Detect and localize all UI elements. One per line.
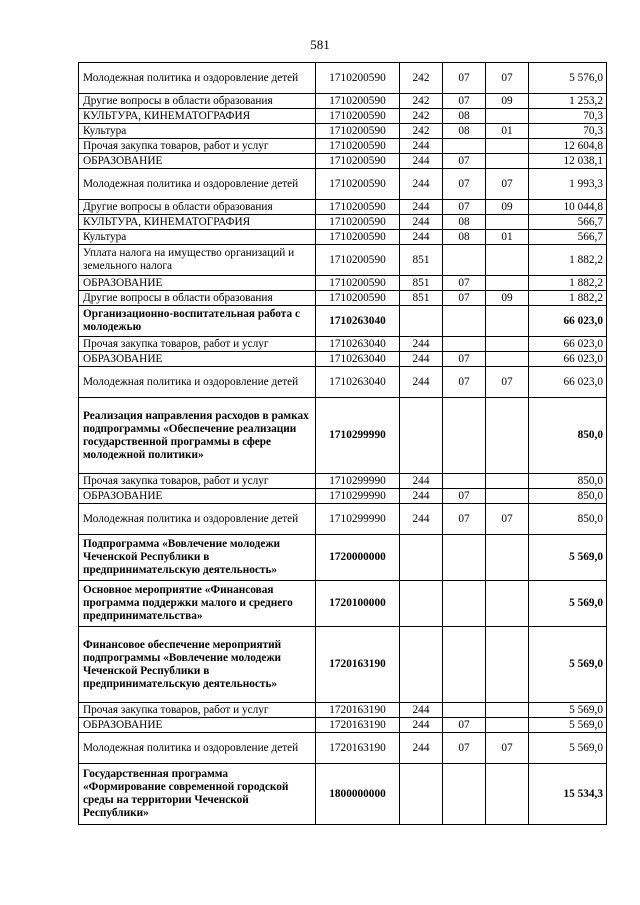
amount-cell: 5 569,0 <box>529 581 607 627</box>
amount-cell: 1 882,2 <box>529 245 607 276</box>
table-row <box>79 489 607 504</box>
amount-cell: 12 038,1 <box>529 154 607 169</box>
section-cell: 07 <box>443 63 486 94</box>
table-row <box>79 245 607 276</box>
expense-name-cell: КУЛЬТУРА, КИНЕМАТОГРАФИЯ <box>79 109 316 124</box>
table-row <box>79 764 607 825</box>
expense-type-cell: 244 <box>400 352 443 367</box>
table-row <box>79 215 607 230</box>
section-cell: 08 <box>443 109 486 124</box>
table-row <box>79 474 607 489</box>
section-cell: 08 <box>443 215 486 230</box>
target-code-cell: 1710263040 <box>316 306 400 337</box>
table-row <box>79 124 607 139</box>
expense-name-cell: Культура <box>79 124 316 139</box>
amount-cell: 5 569,0 <box>529 718 607 733</box>
subsection-cell <box>486 306 529 337</box>
expense-name-cell: Прочая закупка товаров, работ и услуг <box>79 703 316 718</box>
expense-type-cell <box>400 398 443 474</box>
subsection-cell <box>486 276 529 291</box>
subsection-cell <box>486 337 529 352</box>
section-cell <box>443 535 486 581</box>
section-cell <box>443 139 486 154</box>
section-cell <box>443 245 486 276</box>
target-code-cell: 1710200590 <box>316 94 400 109</box>
page-number: 581 <box>310 37 330 52</box>
target-code-cell: 1720163190 <box>316 733 400 764</box>
amount-cell: 66 023,0 <box>529 337 607 352</box>
subsection-cell: 01 <box>486 124 529 139</box>
section-cell: 07 <box>443 489 486 504</box>
section-cell <box>443 306 486 337</box>
subsection-cell <box>486 215 529 230</box>
target-code-cell: 1710200590 <box>316 139 400 154</box>
expense-name-cell: ОБРАЗОВАНИЕ <box>79 352 316 367</box>
expense-type-cell <box>400 627 443 703</box>
target-code-cell: 1720163190 <box>316 703 400 718</box>
section-cell <box>443 581 486 627</box>
expense-type-cell: 851 <box>400 276 443 291</box>
target-code-cell: 1710200590 <box>316 63 400 94</box>
amount-cell: 1 993,3 <box>529 169 607 200</box>
section-cell: 07 <box>443 154 486 169</box>
table-row <box>79 733 607 764</box>
table-row <box>79 398 607 474</box>
table-row <box>79 63 607 94</box>
expense-type-cell: 244 <box>400 367 443 398</box>
amount-cell: 15 534,3 <box>529 764 607 825</box>
table-row <box>79 276 607 291</box>
target-code-cell: 1710200590 <box>316 276 400 291</box>
target-code-cell: 1710200590 <box>316 109 400 124</box>
section-cell: 07 <box>443 352 486 367</box>
table-row <box>79 291 607 306</box>
table-row <box>79 109 607 124</box>
table-row <box>79 504 607 535</box>
section-cell: 08 <box>443 230 486 245</box>
expense-type-cell: 242 <box>400 63 443 94</box>
subsection-cell: 09 <box>486 94 529 109</box>
section-cell <box>443 627 486 703</box>
section-cell: 07 <box>443 200 486 215</box>
expense-name-cell: Прочая закупка товаров, работ и услуг <box>79 139 316 154</box>
section-cell <box>443 398 486 474</box>
table-row <box>79 230 607 245</box>
expense-type-cell: 244 <box>400 215 443 230</box>
expense-type-cell: 244 <box>400 703 443 718</box>
expense-name-cell: ОБРАЗОВАНИЕ <box>79 276 316 291</box>
subsection-cell <box>486 352 529 367</box>
expense-name-cell: Культура <box>79 230 316 245</box>
expense-type-cell <box>400 764 443 825</box>
table-row <box>79 139 607 154</box>
subsection-cell <box>486 154 529 169</box>
expense-type-cell: 244 <box>400 154 443 169</box>
amount-cell: 70,3 <box>529 124 607 139</box>
expense-name-cell: Государственная программа «Формирование современной городской среды на территории Чеченской Республики» <box>79 764 316 825</box>
expense-type-cell: 244 <box>400 474 443 489</box>
amount-cell: 1 882,2 <box>529 276 607 291</box>
expense-name-cell: Финансовое обеспечение мероприятий подпрограммы «Вовлечение молодежи Чеченской Республики в предпринимательскую деятельность» <box>79 627 316 703</box>
expense-type-cell: 242 <box>400 94 443 109</box>
subsection-cell <box>486 718 529 733</box>
target-code-cell: 1710200590 <box>316 124 400 139</box>
subsection-cell: 07 <box>486 63 529 94</box>
target-code-cell: 1710200590 <box>316 154 400 169</box>
expense-name-cell: Другие вопросы в области образования <box>79 291 316 306</box>
target-code-cell: 1720163190 <box>316 627 400 703</box>
section-cell: 07 <box>443 718 486 733</box>
subsection-cell <box>486 245 529 276</box>
subsection-cell <box>486 474 529 489</box>
expense-type-cell <box>400 306 443 337</box>
expense-name-cell: Уплата налога на имущество организаций и земельного налога <box>79 245 316 276</box>
target-code-cell: 1710299990 <box>316 474 400 489</box>
amount-cell: 66 023,0 <box>529 367 607 398</box>
subsection-cell: 01 <box>486 230 529 245</box>
expense-name-cell: Другие вопросы в области образования <box>79 94 316 109</box>
expense-type-cell: 244 <box>400 489 443 504</box>
expense-name-cell: ОБРАЗОВАНИЕ <box>79 489 316 504</box>
expense-name-cell: Основное мероприятие «Финансовая программа поддержки малого и среднего предпринимательства» <box>79 581 316 627</box>
table-row <box>79 718 607 733</box>
amount-cell: 566,7 <box>529 215 607 230</box>
amount-cell: 5 569,0 <box>529 703 607 718</box>
amount-cell: 10 044,8 <box>529 200 607 215</box>
expense-name-cell: Другие вопросы в области образования <box>79 200 316 215</box>
expense-type-cell: 242 <box>400 124 443 139</box>
expense-type-cell: 244 <box>400 733 443 764</box>
subsection-cell: 07 <box>486 733 529 764</box>
section-cell: 07 <box>443 367 486 398</box>
section-cell <box>443 703 486 718</box>
amount-cell: 5 569,0 <box>529 535 607 581</box>
table-row <box>79 352 607 367</box>
amount-cell: 1 882,2 <box>529 291 607 306</box>
expense-name-cell: КУЛЬТУРА, КИНЕМАТОГРАФИЯ <box>79 215 316 230</box>
amount-cell: 850,0 <box>529 489 607 504</box>
target-code-cell: 1710200590 <box>316 169 400 200</box>
expense-name-cell: Молодежная политика и оздоровление детей <box>79 63 316 94</box>
amount-cell: 5 569,0 <box>529 733 607 764</box>
expense-name-cell: Подпрограмма «Вовлечение молодежи Чеченской Республики в предпринимательскую деятельность» <box>79 535 316 581</box>
table-row <box>79 306 607 337</box>
table-row <box>79 154 607 169</box>
table-row <box>79 337 607 352</box>
expense-type-cell: 244 <box>400 504 443 535</box>
subsection-cell: 09 <box>486 200 529 215</box>
expense-name-cell: Молодежная политика и оздоровление детей <box>79 367 316 398</box>
subsection-cell: 07 <box>486 367 529 398</box>
target-code-cell: 1710263040 <box>316 352 400 367</box>
budget-table-body <box>79 63 607 825</box>
subsection-cell <box>486 764 529 825</box>
expense-type-cell: 244 <box>400 230 443 245</box>
amount-cell: 850,0 <box>529 474 607 489</box>
target-code-cell: 1710263040 <box>316 337 400 352</box>
target-code-cell: 1710200590 <box>316 200 400 215</box>
expense-name-cell: ОБРАЗОВАНИЕ <box>79 154 316 169</box>
subsection-cell: 07 <box>486 169 529 200</box>
budget-table <box>78 62 607 825</box>
target-code-cell: 1800000000 <box>316 764 400 825</box>
expense-type-cell: 242 <box>400 109 443 124</box>
section-cell: 07 <box>443 733 486 764</box>
expense-type-cell <box>400 535 443 581</box>
target-code-cell: 1710299990 <box>316 504 400 535</box>
expense-type-cell <box>400 581 443 627</box>
target-code-cell: 1710263040 <box>316 367 400 398</box>
expense-name-cell: Молодежная политика и оздоровление детей <box>79 733 316 764</box>
target-code-cell: 1710299990 <box>316 398 400 474</box>
amount-cell: 850,0 <box>529 398 607 474</box>
section-cell: 07 <box>443 94 486 109</box>
subsection-cell <box>486 489 529 504</box>
subsection-cell <box>486 627 529 703</box>
expense-type-cell: 244 <box>400 718 443 733</box>
section-cell <box>443 764 486 825</box>
target-code-cell: 1720163190 <box>316 718 400 733</box>
amount-cell: 5 569,0 <box>529 627 607 703</box>
table-row <box>79 627 607 703</box>
expense-name-cell: Молодежная политика и оздоровление детей <box>79 169 316 200</box>
table-row <box>79 200 607 215</box>
amount-cell: 66 023,0 <box>529 306 607 337</box>
section-cell <box>443 337 486 352</box>
expense-type-cell: 244 <box>400 200 443 215</box>
subsection-cell <box>486 535 529 581</box>
section-cell: 07 <box>443 169 486 200</box>
expense-type-cell: 851 <box>400 291 443 306</box>
target-code-cell: 1710200590 <box>316 230 400 245</box>
amount-cell: 70,3 <box>529 109 607 124</box>
table-row <box>79 169 607 200</box>
amount-cell: 1 253,2 <box>529 94 607 109</box>
amount-cell: 566,7 <box>529 230 607 245</box>
target-code-cell: 1710200590 <box>316 245 400 276</box>
section-cell <box>443 474 486 489</box>
subsection-cell <box>486 109 529 124</box>
table-row <box>79 94 607 109</box>
expense-type-cell: 244 <box>400 169 443 200</box>
expense-name-cell: Молодежная политика и оздоровление детей <box>79 504 316 535</box>
amount-cell: 66 023,0 <box>529 352 607 367</box>
expense-type-cell: 244 <box>400 337 443 352</box>
expense-name-cell: Прочая закупка товаров, работ и услуг <box>79 474 316 489</box>
expense-name-cell: Организационно-воспитательная работа с молодежью <box>79 306 316 337</box>
table-row <box>79 703 607 718</box>
section-cell: 07 <box>443 276 486 291</box>
subsection-cell <box>486 581 529 627</box>
expense-name-cell: ОБРАЗОВАНИЕ <box>79 718 316 733</box>
subsection-cell: 09 <box>486 291 529 306</box>
target-code-cell: 1720000000 <box>316 535 400 581</box>
section-cell: 08 <box>443 124 486 139</box>
expense-name-cell: Реализация направления расходов в рамках подпрограммы «Обеспечение реализации государственной программы в сфере молодежной политики» <box>79 398 316 474</box>
amount-cell: 850,0 <box>529 504 607 535</box>
section-cell: 07 <box>443 504 486 535</box>
target-code-cell: 1710299990 <box>316 489 400 504</box>
expense-name-cell: Прочая закупка товаров, работ и услуг <box>79 337 316 352</box>
expense-type-cell: 244 <box>400 139 443 154</box>
subsection-cell <box>486 703 529 718</box>
subsection-cell <box>486 139 529 154</box>
target-code-cell: 1710200590 <box>316 291 400 306</box>
target-code-cell: 1710200590 <box>316 215 400 230</box>
target-code-cell: 1720100000 <box>316 581 400 627</box>
amount-cell: 12 604,8 <box>529 139 607 154</box>
subsection-cell: 07 <box>486 504 529 535</box>
section-cell: 07 <box>443 291 486 306</box>
amount-cell: 5 576,0 <box>529 63 607 94</box>
table-row <box>79 581 607 627</box>
subsection-cell <box>486 398 529 474</box>
table-row <box>79 535 607 581</box>
table-row <box>79 367 607 398</box>
expense-type-cell: 851 <box>400 245 443 276</box>
